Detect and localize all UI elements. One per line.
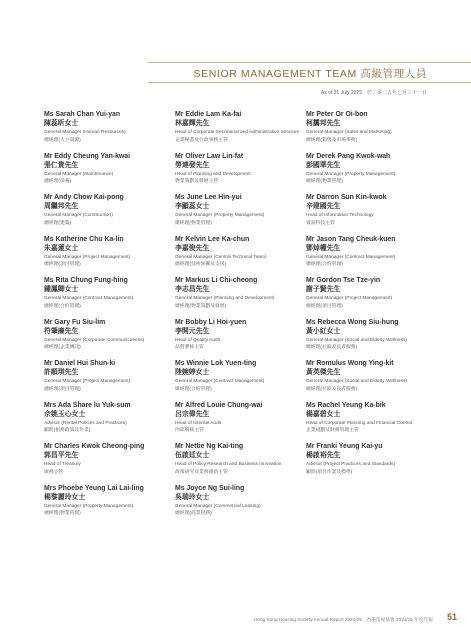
person-title-en: Head of Internal Audit: [175, 420, 222, 426]
person-title-zh: 企業規劃及財務管理主管: [306, 428, 359, 434]
person-title-en: Head of Policy Research and Business Innovation: [175, 462, 282, 467]
person-entry: [306, 401, 434, 435]
person-title-en: Advisor (Rental Policies and Practices): [44, 420, 127, 426]
person-title-zh: 資訊科技主管: [306, 220, 335, 226]
person-name-en: Mr Markus Li Chi-cheong: [175, 277, 258, 284]
person-title-zh: 總經理(合約管理): [306, 262, 343, 268]
person-title-en: General Manager (Contract Management): [44, 296, 134, 301]
person-name-zh: 鍾鳳卿女士: [44, 286, 79, 293]
person-name-en: Ms Katherine Chu Ka-lin: [44, 235, 124, 243]
person-name-en: Ms Rita Chung Fung-hing: [44, 277, 128, 284]
person-entry: [44, 401, 172, 435]
person-entry: [175, 276, 303, 310]
person-title-en: Head of Information Technology: [306, 213, 374, 218]
person-title-en: General Manager (Project Management): [306, 296, 393, 301]
person-name-en: Ms Sarah Chan Yui-yan: [44, 111, 121, 118]
person-title-zh: 總經理(項目管理): [44, 386, 81, 392]
person-entry: [44, 152, 172, 186]
column-1: [44, 110, 172, 525]
person-name-zh: 黃小紅女士: [306, 327, 341, 335]
person-name-en: Mr Gary Fu Siu-lim: [44, 318, 106, 326]
person-title-zh: 總經理(人力資源): [44, 137, 81, 143]
person-title-zh: 總經理(項目管理): [44, 262, 81, 268]
person-title-zh: 總經理(物業管理): [175, 220, 212, 226]
person-name-en: Mr Charles Kwok Cheong-ping: [44, 443, 145, 450]
person-title-zh: 顧問(租務政策及作業): [44, 428, 91, 434]
person-title-en: Head of Treasury: [44, 462, 81, 467]
person-name-zh: 陳蕊昕女士: [44, 120, 79, 127]
person-name-en: Mr Romulus Wong Ying-kit: [306, 360, 394, 367]
person-name-zh: 符肇廉先生: [44, 327, 79, 335]
person-name-zh: 張仁貴先生: [44, 161, 79, 169]
footer-text: Hong Kong Housing Society Annual Report 2024/25 香港房屋協會 2024/25 年度年報: [254, 617, 433, 622]
page-number: 51: [446, 612, 457, 622]
person-title-en: General Manager (Construction): [44, 213, 113, 218]
person-title-zh: 總經理(項目管理): [306, 303, 343, 309]
person-name-en: Mr Eddie Lam Ka-fai: [175, 111, 242, 118]
person-entry: [175, 152, 303, 186]
person-title-en: General Manager (Planning and Development): [175, 296, 275, 301]
person-title-zh: 總經理(社區及長者服務): [306, 345, 358, 351]
person-title-en: General Manager (Social and Elderly Wellness): [306, 337, 407, 343]
person-name-zh: 辛建國先生: [306, 203, 341, 210]
person-name-en: Mr Jason Tang Cheuk-kuen: [306, 235, 396, 243]
person-title-zh: 總經理(物業管理): [306, 179, 343, 185]
person-name-zh: 李嘉俊先生: [175, 244, 210, 252]
person-title-zh: 物業策劃及發展主管: [175, 179, 219, 185]
person-name-zh: 許順琪先生: [44, 369, 79, 376]
person-name-zh: 楊黎麗玲女士: [44, 493, 86, 501]
person-title-zh: 品質審核主管: [175, 345, 204, 351]
person-entry: [44, 359, 172, 393]
person-entry: [175, 401, 303, 435]
person-title-en: Head of Quality Audit: [175, 337, 221, 343]
person-title-zh: 總經理(商業租務): [175, 511, 212, 517]
person-name-en: Mr Derek Pang Kwok-wah: [306, 152, 391, 160]
person-title-zh: 庫務主管: [44, 469, 64, 475]
person-name-zh: 彭國華先生: [306, 161, 341, 169]
person-title-en: General Manager (Property Management): [44, 503, 134, 509]
person-entry: [306, 235, 434, 269]
person-entry: [44, 442, 172, 476]
person-title-zh: 總經理(合約管理): [44, 303, 81, 309]
person-name-en: Mr Eddy Cheung Yan-kwai: [44, 152, 131, 160]
person-title-en: General Manager (Project Management): [44, 254, 131, 260]
person-name-zh: 謝子賢先生: [306, 286, 341, 293]
person-name-zh: 陸婉婷女士: [175, 369, 210, 376]
person-entry: [306, 442, 434, 476]
person-name-zh: 柯靄邦先生: [306, 120, 341, 127]
person-name-en: Mr Gordon Tse Tze-yin: [306, 277, 381, 284]
person-name-en: Mrs Phoebe Yeung Lai Lai-ling: [44, 484, 144, 492]
person-name-zh: 郭昌平先生: [44, 452, 79, 459]
person-title-zh: 總經理(技術統籌及支援): [175, 262, 227, 268]
person-title-zh: 總經理(企業傳訊): [44, 345, 81, 351]
page-title: SENIOR MANAGEMENT TEAM 高級管理人員: [193, 68, 427, 80]
person-name-en: Ms June Lee Hin-yui: [175, 194, 242, 201]
person-name-en: Mr Peter Or Oi-bon: [306, 111, 368, 118]
person-title-zh: 內部稽核主管: [175, 428, 204, 434]
person-name-zh: 李開元先生: [175, 327, 210, 335]
person-name-zh: 楊啟裕先生: [306, 452, 341, 459]
person-entry: [44, 235, 172, 269]
person-title-en: Advisor (Project Practices and Standards): [306, 462, 396, 467]
person-name-en: Mr Nettie Ng Kai-ting: [175, 443, 244, 450]
person-entry: [175, 318, 303, 352]
person-title-en: General Manager (Corporate Communications): [44, 337, 145, 343]
person-title-zh: 總經理(銷售及市場事務): [306, 137, 358, 143]
as-of-date: As of 31 July 2025 於二零二五年七月三十一日: [320, 90, 427, 96]
person-title-en: General Manager (Sales and Marketing): [306, 130, 392, 135]
person-title-en: General Manager (Project Management): [44, 379, 131, 384]
person-entry: [44, 318, 172, 352]
person-name-en: Ms Winnie Lok Yuen-ting: [175, 360, 257, 367]
person-entry: [44, 484, 172, 518]
person-name-en: Mr Oliver Law Lin-fat: [175, 152, 244, 160]
person-title-zh: 總經理(建築): [44, 220, 72, 226]
person-name-en: Mr Kelvin Lee Ka-chun: [175, 235, 250, 243]
person-entry: [306, 359, 434, 393]
person-name-zh: 楊嘉碧女士: [306, 410, 341, 418]
person-name-en: Ms Rachel Yeung Ka-bik: [306, 401, 386, 409]
column-3: [306, 110, 434, 484]
person-name-en: Mr Alfred Louie Chung-wai: [175, 401, 263, 409]
person-title-en: General Manager (Property Management): [306, 171, 396, 177]
person-name-en: Mr Andy Chow Kai-pong: [44, 194, 124, 201]
person-name-en: Mrs Ada Share lu Yuk-sum: [44, 401, 131, 409]
person-entry: [175, 359, 303, 393]
person-entry: [306, 276, 434, 310]
person-entry: [306, 110, 434, 144]
person-name-zh: 黃英傑先生: [306, 369, 341, 376]
person-name-zh: 朱嘉蓮女士: [44, 244, 79, 252]
person-title-en: General Manager (Maintenance): [44, 171, 114, 177]
person-name-en: Ms Rebecca Wong Siu-hung: [306, 318, 399, 326]
person-title-zh: 總經理(社區及長者服務): [306, 386, 358, 392]
person-name-en: Ms Joyce Ng Sui-ling: [175, 484, 245, 492]
header-rule-top: [148, 62, 471, 63]
person-title-zh: 總經理(保養): [44, 179, 72, 185]
column-2: [175, 110, 303, 525]
person-entry: [44, 193, 172, 227]
person-title-zh: 總經理(合約管理): [175, 386, 212, 392]
person-name-en: Mr Franki Yeung Kai-yu: [306, 443, 383, 450]
person-title-en: Head of Corporate Planning and Financial Control: [306, 420, 413, 426]
person-title-zh: 總經理(物業策劃及發展): [175, 303, 227, 309]
person-entry: [306, 193, 434, 227]
person-title-zh: 政策研究及業務創新主管: [175, 469, 228, 475]
person-entry: [175, 484, 303, 518]
person-name-zh: 佘姚玉心女士: [44, 410, 86, 418]
person-entry: [306, 318, 434, 352]
person-name-zh: 吳瑞玲女士: [175, 493, 210, 501]
header-rule-bottom: [148, 82, 471, 83]
person-entry: [175, 193, 303, 227]
person-name-zh: 鄧焯權先生: [306, 244, 341, 252]
person-title-en: General Manager (Contract Management): [175, 379, 265, 384]
person-name-zh: 呂宗偉先生: [175, 410, 210, 418]
person-entry: [44, 110, 172, 144]
person-name-en: Mr Daniel Hui Shun-ki: [44, 360, 116, 367]
person-title-zh: 顧問(項目作業及標準): [306, 469, 353, 475]
person-name-zh: 周繼邦先生: [44, 203, 79, 210]
person-entry: [175, 235, 303, 269]
person-name-zh: 伍啟廷女士: [175, 452, 210, 459]
person-entry: [175, 110, 303, 144]
person-title-zh: 企業秘書及行政事務主管: [175, 137, 228, 143]
person-name-en: Mr Darron Sun Kin-kwok: [306, 194, 387, 201]
person-title-en: Head of Planning and Development: [175, 171, 251, 177]
person-name-zh: 勞連發先生: [175, 161, 210, 169]
person-title-zh: 總經理(物業管理): [44, 511, 81, 517]
person-entry: [44, 276, 172, 310]
person-title-en: General Manager (Human Resources): [44, 130, 126, 135]
person-name-zh: 李志昌先生: [175, 286, 210, 293]
person-title-en: General Manager (Property Management): [175, 213, 265, 218]
person-name-zh: 林嘉輝先生: [175, 120, 210, 127]
person-title-en: General Manager (Commercial Leasing): [175, 503, 261, 509]
person-entry: [175, 442, 303, 476]
person-entry: [306, 152, 434, 186]
person-title-en: General Manager (Social and Elderly Wellness): [306, 379, 407, 384]
person-title-en: General Manager (Contract Management): [306, 254, 396, 260]
person-name-en: Mr Bobby Li Hoi-yuen: [175, 318, 247, 326]
person-title-en: General Manager (Central Technical Team): [175, 254, 267, 260]
person-name-zh: 李顯蕊女士: [175, 203, 210, 210]
person-title-en: Head of Corporate Secretarial and Administrative Services: [175, 130, 299, 135]
